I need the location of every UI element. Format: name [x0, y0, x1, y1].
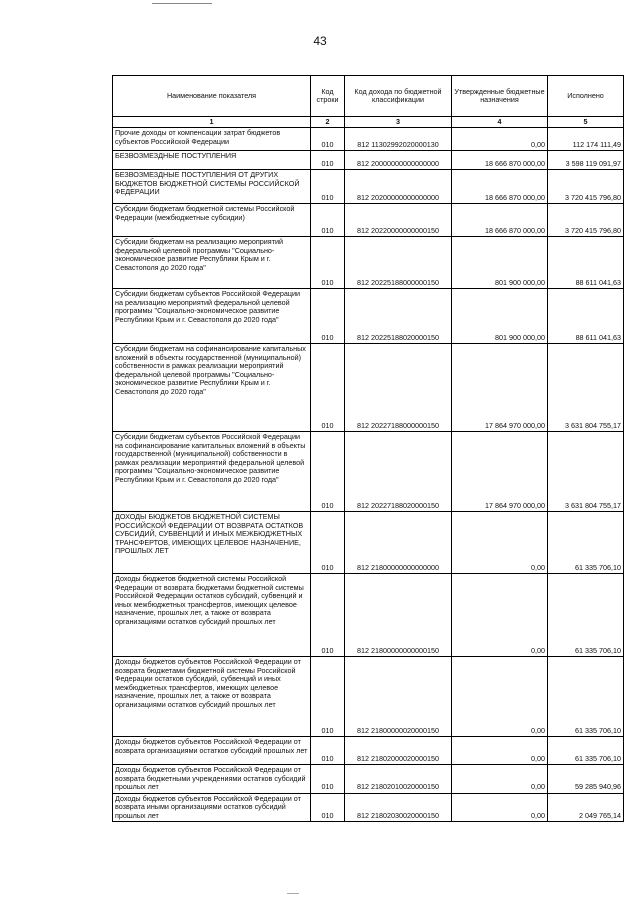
table-header-row: [113, 76, 624, 117]
row-executed: 3 631 804 755,17: [548, 432, 624, 512]
row-kbk: 812 20227188000000150: [345, 344, 452, 432]
column-number: 1: [113, 117, 311, 128]
row-name: Доходы бюджетов бюджетной системы Российской Федерации от возврата бюджетами бюджетной системы Российской Федерации остатков субсидий, субвенций и иных межбюджетных трансфертов, имеющих целевое назначение, прошлых лет, а также от возврата организациями остатков субсидий прошлых лет: [113, 574, 311, 657]
header-code: Код строки: [311, 76, 345, 117]
header-executed: Исполнено: [548, 76, 624, 117]
row-code: 010: [311, 344, 345, 432]
row-approved: 18 666 870 000,00: [452, 170, 548, 204]
row-name: Субсидии бюджетам субъектов Российской Федерации на софинансирование капитальных вложений в объекты государственной (муниципальной) собственности в рамках реализации мероприятий федеральной целевой программы "Социально-экономическое развитие Республики Крым и г. Севастополя до 2020 года": [113, 432, 311, 512]
page-number: 43: [313, 34, 327, 48]
table-row: [113, 289, 624, 344]
row-kbk: 812 21800000000000150: [345, 574, 452, 657]
row-executed: 59 285 940,96: [548, 765, 624, 793]
row-code: 010: [311, 512, 345, 574]
row-approved: 17 864 970 000,00: [452, 432, 548, 512]
table-row: [113, 151, 624, 170]
table-row: [113, 765, 624, 793]
top-rule: [152, 3, 212, 4]
header-approved: Утвержденные бюджетные назначения: [452, 76, 548, 117]
row-kbk: 812 21800000020000150: [345, 657, 452, 737]
row-executed: 3 720 415 796,80: [548, 170, 624, 204]
row-name: Прочие доходы от компенсации затрат бюджетов субъектов Российской Федерации: [113, 128, 311, 151]
row-code: 010: [311, 151, 345, 170]
row-name: Субсидии бюджетам бюджетной системы Российской Федерации (межбюджетные субсидии): [113, 204, 311, 237]
row-name: БЕЗВОЗМЕЗДНЫЕ ПОСТУПЛЕНИЯ: [113, 151, 311, 170]
row-approved: 0,00: [452, 793, 548, 821]
revenue-table: [112, 75, 624, 822]
row-code: 010: [311, 128, 345, 151]
row-executed: 61 335 706,10: [548, 657, 624, 737]
table-row: [113, 657, 624, 737]
row-code: 010: [311, 204, 345, 237]
row-code: 010: [311, 793, 345, 821]
row-code: 010: [311, 432, 345, 512]
row-name: Субсидии бюджетам субъектов Российской Федерации на реализацию мероприятий федеральной целевой программы "Социально-экономическое развитие Республики Крым и г. Севастополя до 2020 года": [113, 289, 311, 344]
row-code: 010: [311, 657, 345, 737]
row-executed: 112 174 111,49: [548, 128, 624, 151]
table-row: [113, 344, 624, 432]
row-approved: 0,00: [452, 657, 548, 737]
row-approved: 0,00: [452, 765, 548, 793]
row-kbk: 812 20000000000000000: [345, 151, 452, 170]
table-row: [113, 128, 624, 151]
table-row: [113, 793, 624, 821]
row-name: Субсидии бюджетам на реализацию мероприятий федеральной целевой программы "Социально-экономическое развитие Республики Крым и г. Севастополя до 2020 года": [113, 237, 311, 289]
row-kbk: 812 20200000000000000: [345, 170, 452, 204]
column-number: 4: [452, 117, 548, 128]
table-row: [113, 512, 624, 574]
row-kbk: 812 20225188000000150: [345, 237, 452, 289]
row-executed: 88 611 041,63: [548, 289, 624, 344]
row-approved: 0,00: [452, 574, 548, 657]
row-executed: 88 611 041,63: [548, 237, 624, 289]
table-row: [113, 432, 624, 512]
row-approved: 0,00: [452, 737, 548, 765]
row-name: ДОХОДЫ БЮДЖЕТОВ БЮДЖЕТНОЙ СИСТЕМЫ РОССИЙСКОЙ ФЕДЕРАЦИИ ОТ ВОЗВРАТА ОСТАТКОВ СУБСИДИЙ, СУБВЕНЦИЙ И ИНЫХ МЕЖБЮДЖЕТНЫХ ТРАНСФЕРТОВ, ИМЕЮЩИХ ЦЕЛЕВОЕ НАЗНАЧЕНИЕ, ПРОШЛЫХ ЛЕТ: [113, 512, 311, 574]
row-kbk: 812 21802030020000150: [345, 793, 452, 821]
header-kbk: Код дохода по бюджетной классификации: [345, 76, 452, 117]
column-number: 2: [311, 117, 345, 128]
row-name: Доходы бюджетов субъектов Российской Федерации от возврата бюджетами бюджетной системы Российской Федерации остатков субсидий, субвенций и иных межбюджетных трансфертов, имеющих целевое назначение, прошлых лет, а также от возврата организациями остатков субсидий прошлых лет: [113, 657, 311, 737]
row-approved: 18 666 870 000,00: [452, 204, 548, 237]
table-row: [113, 170, 624, 204]
row-kbk: 812 21802000020000150: [345, 737, 452, 765]
row-kbk: 812 20227188020000150: [345, 432, 452, 512]
row-kbk: 812 20220000000000150: [345, 204, 452, 237]
row-approved: 0,00: [452, 512, 548, 574]
bottom-mark: [287, 893, 299, 894]
table-row: [113, 737, 624, 765]
row-code: 010: [311, 574, 345, 657]
table-row: [113, 574, 624, 657]
row-approved: 801 900 000,00: [452, 289, 548, 344]
row-approved: 17 864 970 000,00: [452, 344, 548, 432]
table-row: [113, 204, 624, 237]
row-code: 010: [311, 170, 345, 204]
row-approved: 0,00: [452, 128, 548, 151]
row-code: 010: [311, 765, 345, 793]
row-code: 010: [311, 289, 345, 344]
row-kbk: 812 11302992020000130: [345, 128, 452, 151]
row-name: Доходы бюджетов субъектов Российской Федерации от возврата организациями остатков субсидий прошлых лет: [113, 737, 311, 765]
row-executed: 3 598 119 091,97: [548, 151, 624, 170]
row-executed: 61 335 706,10: [548, 512, 624, 574]
row-executed: 2 049 765,14: [548, 793, 624, 821]
column-number: 3: [345, 117, 452, 128]
row-approved: 18 666 870 000,00: [452, 151, 548, 170]
row-name: Доходы бюджетов субъектов Российской Федерации от возврата бюджетными учреждениями остатков субсидий прошлых лет: [113, 765, 311, 793]
table-row: [113, 237, 624, 289]
row-executed: 61 335 706,10: [548, 737, 624, 765]
row-code: 010: [311, 237, 345, 289]
row-name: Доходы бюджетов субъектов Российской Федерации от возврата иными организациями остатков субсидий прошлых лет: [113, 793, 311, 821]
row-executed: 61 335 706,10: [548, 574, 624, 657]
row-kbk: 812 20225188020000150: [345, 289, 452, 344]
column-number: 5: [548, 117, 624, 128]
row-executed: 3 631 804 755,17: [548, 344, 624, 432]
row-name: БЕЗВОЗМЕЗДНЫЕ ПОСТУПЛЕНИЯ ОТ ДРУГИХ БЮДЖЕТОВ БЮДЖЕТНОЙ СИСТЕМЫ РОССИЙСКОЙ ФЕДЕРАЦИИ: [113, 170, 311, 204]
row-kbk: 812 21802010020000150: [345, 765, 452, 793]
header-name: Наименование показателя: [113, 76, 311, 117]
row-code: 010: [311, 737, 345, 765]
column-number-row: [113, 117, 624, 128]
row-executed: 3 720 415 796,80: [548, 204, 624, 237]
row-name: Субсидии бюджетам на софинансирование капитальных вложений в объекты государственной (муниципальной) собственности в рамках реализации мероприятий федеральной целевой программы "Социально-экономическое развитие Республики Крым и г. Севастополя до 2020 года": [113, 344, 311, 432]
row-approved: 801 900 000,00: [452, 237, 548, 289]
row-kbk: 812 21800000000000000: [345, 512, 452, 574]
